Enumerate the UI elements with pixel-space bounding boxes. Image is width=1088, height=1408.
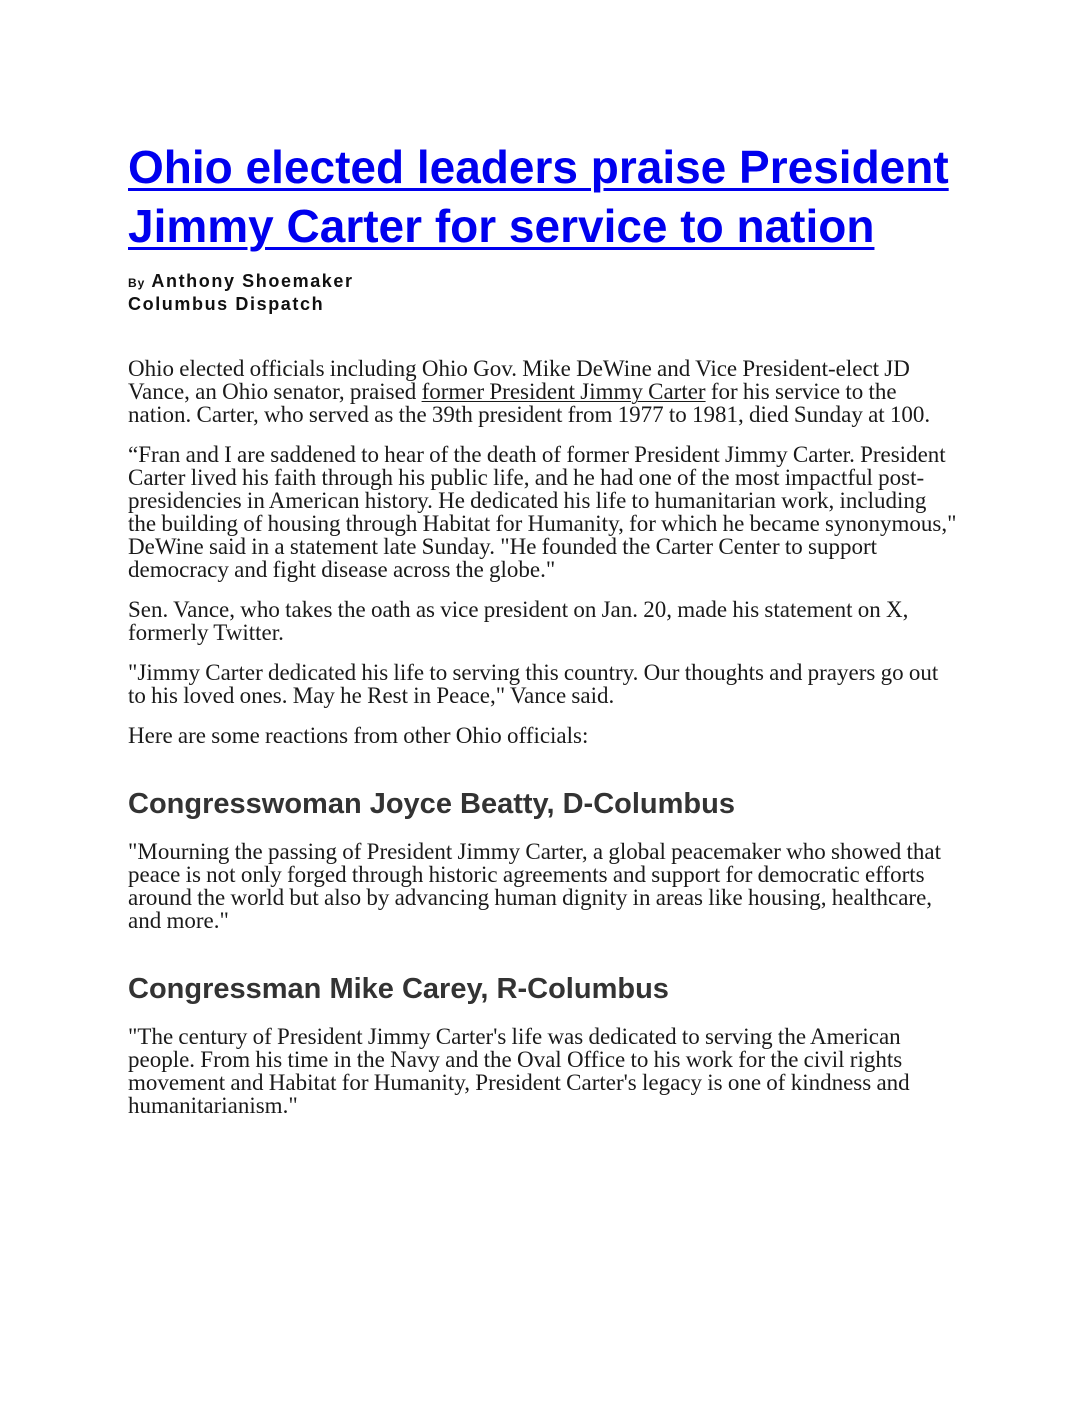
- headline: [128, 138, 958, 256]
- article-paragraph-2: “Fran and I are saddened to hear of the death of former President Jimmy Carter. President Carter lived his faith through his public life, and he had one of the most impactful post-presidencies in American history. He dedicated his life to humanitarian work, including the building of housing through Habitat for Humanity, for which he became synonymous," DeWine said in a statement late Sunday. "He founded the Carter Center to support democracy and fight disease across the globe.": [128, 442, 957, 582]
- byline-outlet: Columbus Dispatch: [128, 294, 325, 314]
- byline-by: By: [128, 276, 146, 290]
- article-paragraph-4: "Jimmy Carter dedicated his life to serving this country. Our thoughts and prayers go out to his loved ones. May he Rest in Peace," Vance said.: [128, 660, 939, 708]
- quote-carey: "The century of President Jimmy Carter's life was dedicated to serving the American people. From his time in the Navy and the Oval Office to his work for the civil rights movement and Habitat for Humanity, President Carter's legacy is one of kindness and humanitarianism.": [128, 1024, 910, 1118]
- headline-link[interactable]: Ohio elected leaders praise President Jimmy Carter for service to nation: [128, 141, 949, 252]
- article-paragraph-1: [128, 357, 958, 426]
- paragraph-text: for his service to the nation. Carter, who served as the 39th president from 1977 to 1981, died Sunday at 100.: [128, 379, 931, 427]
- paragraph-text: Ohio elected officials including Ohio Gov. Mike DeWine and Vice President-elect JD Vance, an Ohio senator, praised: [128, 356, 910, 404]
- carter-link[interactable]: former President Jimmy Carter: [421, 379, 706, 404]
- section-heading-carey: Congressman Mike Carey, R-Columbus: [128, 973, 669, 1005]
- article-paragraph-3: Sen. Vance, who takes the oath as vice president on Jan. 20, made his statement on X, formerly Twitter.: [128, 597, 909, 645]
- article: [128, 138, 958, 1134]
- article-paragraph-5: Here are some reactions from other Ohio officials:: [128, 723, 589, 748]
- section-heading-beatty: Congresswoman Joyce Beatty, D-Columbus: [128, 788, 735, 820]
- quote-beatty: "Mourning the passing of President Jimmy Carter, a global peacemaker who showed that peace is not only forged through historic agreements and support for democratic efforts around the world but also by advancing human dignity in areas like housing, healthcare, and more.": [128, 839, 942, 933]
- byline-author: Anthony Shoemaker: [151, 271, 354, 291]
- byline: [128, 270, 958, 316]
